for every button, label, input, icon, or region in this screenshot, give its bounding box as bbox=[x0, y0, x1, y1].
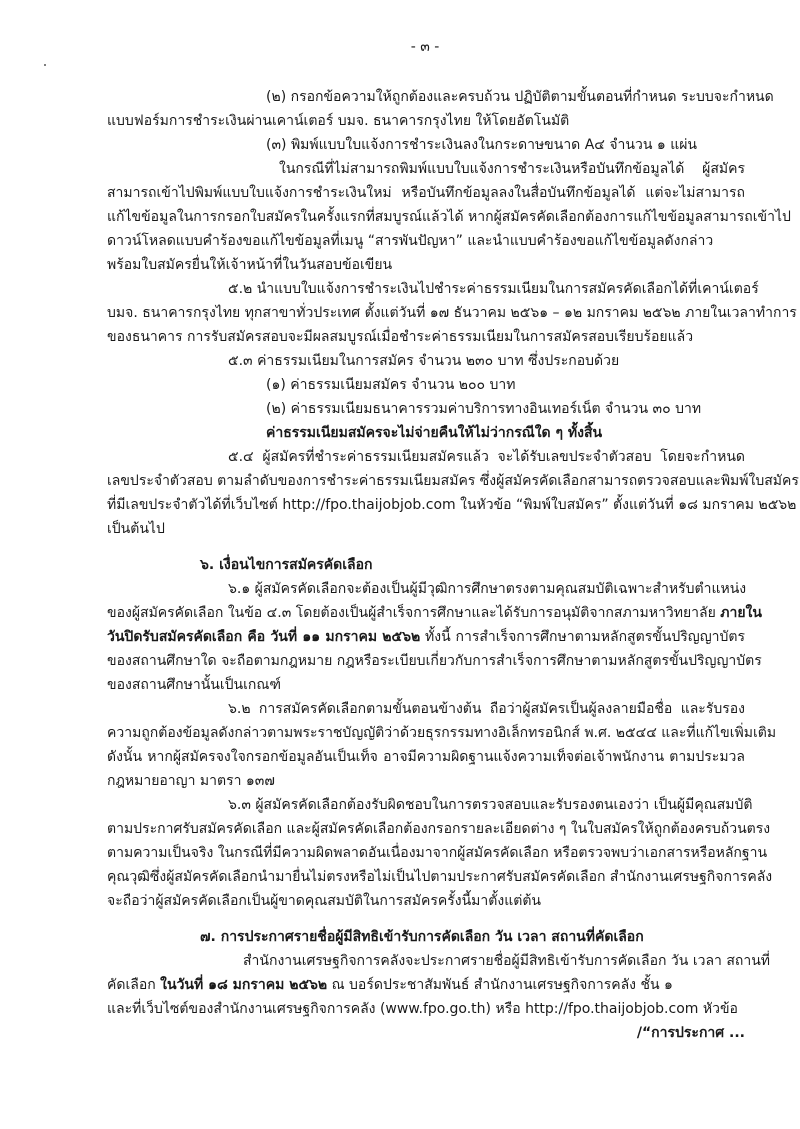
line-text: ๖.๓ ผู้สมัครคัดเลือกต้องรับผิดชอบในการตรวจสอบและรับรองตนเองว่า เป็นผู้มีคุณสมบัติ bbox=[228, 797, 753, 813]
line-text: ๖.๑ ผู้สมัครคัดเลือกจะต้องเป็นผู้มีวุฒิการศึกษาตรงตามคุณสมบัติเฉพาะสำหรับตำแหน่ง bbox=[228, 581, 747, 597]
line-text: แก้ไขข้อมูลในการกรอกใบสมัครในครั้งแรกที่สมบูรณ์แล้วได้ หากผู้สมัครคัดเลือกต้องการแก้ไขข้อมูลสามารถเข้าไป bbox=[107, 209, 791, 225]
text-line bbox=[0, 649, 800, 673]
line-text: ตามความเป็นจริง ในกรณีที่มีความผิดพลาดอันเนื่องมาจากผู้สมัครคัดเลือก หรือตรวจพบว่าเอกสารหรือหลักฐาน bbox=[107, 845, 768, 861]
text-line bbox=[0, 133, 800, 157]
line-text: และที่เว็บไซต์ของสำนักงานเศรษฐกิจการคลัง (www.fpo.go.th) หรือ http://fpo.thaijobjob.com หัวข้อ bbox=[107, 1001, 738, 1017]
section-6-2 bbox=[0, 697, 800, 721]
bold-text: วันปิดรับสมัครคัดเลือก คือ วันที่ ๑๑ มกราคม ๒๕๖๒ bbox=[107, 629, 421, 645]
line-text: บมจ. ธนาคารกรุงไทย ทุกสาขาทั่วประเทศ ตั้งแต่วันที่ ๑๗ ธันวาคม ๒๕๖๑ – ๑๒ มกราคม ๒๕๖๒ ภายในเวลาทำการ bbox=[107, 305, 797, 321]
text-line bbox=[0, 769, 800, 793]
fee-item-1 bbox=[0, 373, 800, 397]
line-text: (๓) พิมพ์แบบใบแจ้งการชำระเงินลงในกระดาษขนาด A๔ จำนวน ๑ แผ่น bbox=[266, 137, 697, 153]
text-line bbox=[0, 889, 800, 913]
heading-text: ๖. เงื่อนไขการสมัครคัดเลือก bbox=[200, 557, 373, 573]
bold-text: ภายใน bbox=[720, 605, 762, 621]
text-line bbox=[0, 625, 800, 649]
line-text: ๕.๒ นำแบบใบแจ้งการชำระเงินไปชำระค่าธรรมเนียมในการสมัครคัดเลือกได้ที่เคาน์เตอร์ bbox=[228, 281, 759, 297]
no-refund-notice bbox=[0, 421, 800, 445]
text-line bbox=[0, 253, 800, 277]
line-text: ทั้งนี้ การสำเร็จการศึกษาตามหลักสูตรขั้นปริญญาบัตร bbox=[420, 629, 745, 645]
line-text: พร้อมใบสมัครยื่นให้เจ้าหน้าที่ในวันสอบข้อเขียน bbox=[107, 257, 393, 273]
line-text: ที่มีเลขประจำตัวได้ที่เว็บไซต์ http://fpo.thaijobjob.com ในหัวข้อ “พิมพ์ใบสมัคร” ตั้งแต่วันที่ ๑๘ มกราคม ๒๕๖๒ bbox=[107, 497, 797, 513]
text-line bbox=[0, 721, 800, 745]
text-line bbox=[0, 841, 800, 865]
line-text: /“การประกาศ ... bbox=[636, 1025, 745, 1041]
section-6-3 bbox=[0, 793, 800, 817]
line-text: ตามประกาศรับสมัครคัดเลือก และผู้สมัครคัดเลือกต้องกรอกรายละเอียดต่าง ๆ ในใบสมัครให้ถูกต้องครบถ้วนตรง bbox=[107, 821, 771, 837]
line-text: (๑) ค่าธรรมเนียมสมัคร จำนวน ๒๐๐ บาท bbox=[266, 377, 516, 393]
text-line bbox=[0, 109, 800, 133]
text-line bbox=[0, 469, 800, 493]
line-text: เป็นต้นไป bbox=[107, 521, 165, 537]
line-text: ของสถานศึกษานั้นเป็นเกณฑ์ bbox=[107, 677, 281, 693]
line-text: ณ บอร์ดประชาสัมพันธ์ สำนักงานเศรษฐกิจการคลัง ชั้น ๑ bbox=[327, 977, 673, 993]
line-text: ๕.๓ ค่าธรรมเนียมในการสมัคร จำนวน ๒๓๐ บาท ซึ่งประกอบด้วย bbox=[228, 353, 620, 369]
line-text: (๒) ค่าธรรมเนียมธนาคารรวมค่าบริการทางอินเทอร์เน็ต จำนวน ๓๐ บาท bbox=[266, 401, 702, 417]
line-text: สำนักงานเศรษฐกิจการคลังจะประกาศรายชื่อผู้มีสิทธิเข้ารับการคัดเลือก วัน เวลา สถานที่ bbox=[243, 953, 771, 969]
line-text: จะถือว่าผู้สมัครคัดเลือกเป็นผู้ขาดคุณสมบัติในการสมัครครั้งนี้มาตั้งแต่ต้น bbox=[107, 893, 541, 909]
section-6-1 bbox=[0, 577, 800, 601]
section-6-heading bbox=[0, 553, 800, 577]
text-line bbox=[0, 973, 800, 997]
heading-text: ๗. การประกาศรายชื่อผู้มีสิทธิเข้ารับการคัดเลือก วัน เวลา สถานที่คัดเลือก bbox=[200, 929, 644, 945]
line-text: เลขประจำตัวสอบ ตามลำดับของการชำระค่าธรรมเนียมสมัคร ซึ่งผู้สมัครคัดเลือกสามารถตรวจสอบและพิมพ์ใบสมัคร bbox=[107, 473, 799, 489]
line-text: ของผู้สมัครคัดเลือก ในข้อ ๔.๓ โดยต้องเป็นผู้สำเร็จการศึกษาและได้รับการอนุมัติจากสภามหาวิทยาลัย bbox=[107, 605, 721, 621]
text-line bbox=[0, 745, 800, 769]
line-text: คุณวุฒิซึ่งผู้สมัครคัดเลือกนำมายื่นไม่ตรงหรือไม่เป็นไปตามประกาศรับสมัครคัดเลือก สำนักงานเศรษฐกิจการคลัง bbox=[107, 869, 773, 885]
line-text: ดังนั้น หากผู้สมัครจงใจกรอกข้อมูลอันเป็นเท็จ อาจมีความผิดฐานแจ้งความเท็จต่อเจ้าพนักงาน ตามประมวล bbox=[107, 749, 745, 765]
line-text: ดาวน์โหลดแบบคำร้องขอแก้ไขข้อมูลที่เมนู “สารพันปัญหา” และนำแบบคำร้องขอแก้ไขข้อมูลดังกล่าว bbox=[107, 233, 714, 249]
line-text: ในกรณีที่ไม่สามารถพิมพ์แบบใบแจ้งการชำระเงินหรือบันทึกข้อมูลได้ ผู้สมัคร bbox=[279, 161, 745, 177]
line-text: ค่าธรรมเนียมสมัครจะไม่จ่ายคืนให้ไม่ว่ากรณีใด ๆ ทั้งสิ้น bbox=[266, 425, 603, 441]
text-line bbox=[0, 85, 800, 109]
line-text: ความถูกต้องข้อมูลดังกล่าวตามพระราชบัญญัติว่าด้วยธุรกรรมทางอิเล็กทรอนิกส์ พ.ศ. ๒๕๔๔ และที่แก้ไขเพิ่มเติม bbox=[107, 725, 777, 741]
line-text: ๕.๔ ผู้สมัครที่ชำระค่าธรรมเนียมสมัครแล้ว จะได้รับเลขประจำตัวสอบ โดยจะกำหนด bbox=[228, 449, 745, 465]
text-line bbox=[0, 301, 800, 325]
line-text: คัดเลือก bbox=[107, 977, 161, 993]
bold-text: ในวันที่ ๑๘ มกราคม ๒๕๖๒ bbox=[160, 977, 328, 993]
text-line bbox=[0, 181, 800, 205]
text-line bbox=[0, 229, 800, 253]
section-5-3 bbox=[0, 349, 800, 373]
text-line bbox=[0, 205, 800, 229]
text-line bbox=[0, 157, 800, 181]
text-line bbox=[0, 865, 800, 889]
continuation-marker bbox=[0, 1021, 800, 1045]
text-line bbox=[0, 817, 800, 841]
line-text: ๖.๒ การสมัครคัดเลือกตามขั้นตอนข้างต้น ถือว่าผู้สมัครเป็นผู้ลงลายมือชื่อ และรับรอง bbox=[228, 701, 745, 717]
fee-item-2 bbox=[0, 397, 800, 421]
line-text: สามารถเข้าไปพิมพ์แบบใบแจ้งการชำระเงินใหม่ หรือบันทึกข้อมูลลงในสื่อบันทึกข้อมูลได้ แต่จะไม่สามารถ bbox=[107, 185, 745, 201]
text-line bbox=[0, 673, 800, 697]
line-text: ของธนาคาร การรับสมัครสอบจะมีผลสมบูรณ์เมื่อชำระค่าธรรมเนียมในการสมัครสอบเรียบร้อยแล้ว bbox=[107, 329, 694, 345]
line-text: (๒) กรอกข้อความให้ถูกต้องและครบถ้วน ปฏิบัติตามขั้นตอนที่กำหนด ระบบจะกำหนด bbox=[266, 89, 774, 105]
section-7-heading bbox=[0, 925, 800, 949]
scan-speck bbox=[44, 64, 46, 66]
line-text: กฎหมายอาญา มาตรา ๑๓๗ bbox=[107, 773, 275, 789]
text-line bbox=[0, 949, 800, 973]
document-body bbox=[0, 85, 800, 1045]
text-line bbox=[0, 601, 800, 625]
line-text: แบบฟอร์มการชำระเงินผ่านเคาน์เตอร์ บมจ. ธนาคารกรุงไทย ให้โดยอัตโนมัติ bbox=[107, 113, 570, 129]
text-line bbox=[0, 493, 800, 517]
page-number: - ๓ - bbox=[410, 39, 440, 55]
section-5-2 bbox=[0, 277, 800, 301]
text-line bbox=[0, 325, 800, 349]
section-5-4 bbox=[0, 445, 800, 469]
line-text: ของสถานศึกษาใด จะถือตามกฎหมาย กฎหรือระเบียบเกี่ยวกับการสำเร็จการศึกษาตามหลักสูตรขั้นปริญญาบัตร bbox=[107, 653, 762, 669]
text-line bbox=[0, 517, 800, 541]
text-line bbox=[0, 997, 800, 1021]
